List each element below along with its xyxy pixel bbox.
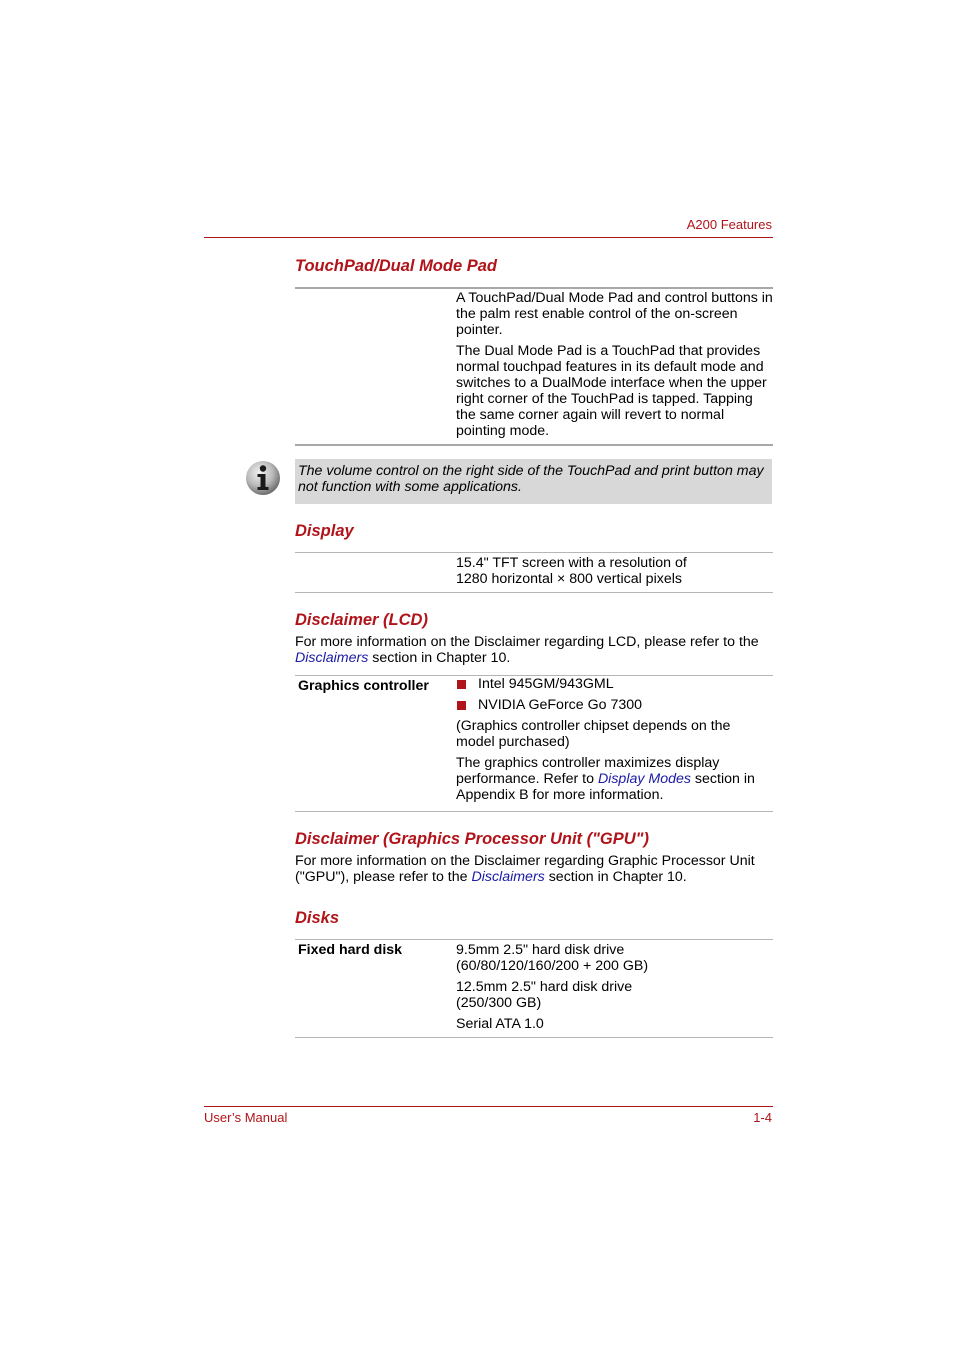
touchpad-description-2: The Dual Mode Pad is a TouchPad that provides normal touchpad features in its default mode and switches to a DualMode interface when the upper right corner of the TouchPad is tapped. Tapping the same corner again will revert to normal pointing mode. (456, 343, 767, 439)
footer-left: User’s Manual (204, 1110, 288, 1125)
disclaimers-link[interactable]: Disclaimers (471, 869, 545, 885)
disk-item-1-line-1: 9.5mm 2.5" hard disk drive (456, 942, 625, 958)
disclaimer-gpu-paragraph (295, 853, 771, 885)
table-bottom-rule (295, 444, 773, 446)
table-bottom-rule (295, 1037, 773, 1038)
display-line-1: 15.4" TFT screen with a resolution of (456, 555, 687, 571)
disclaimers-link[interactable]: Disclaimers (295, 650, 369, 666)
graphics-bullet-2: NVIDIA GeForce Go 7300 (478, 697, 643, 713)
note-box (295, 459, 772, 504)
display-modes-link[interactable]: Display Modes (597, 771, 691, 787)
touchpad-description-1: A TouchPad/Dual Mode Pad and control buttons in the palm rest enable control of the on-screen pointer. (456, 290, 773, 338)
disclaimer-lcd-paragraph (295, 634, 775, 666)
bullet-square-icon (457, 701, 466, 710)
section-heading-disclaimer-gpu: Disclaimer (Graphics Processor Unit ("GPU") (295, 830, 650, 848)
section-heading-disclaimer-lcd: Disclaimer (LCD) (295, 611, 428, 629)
graphics-bullet-1: Intel 945GM/943GML (478, 676, 614, 692)
disk-item-3: Serial ATA 1.0 (456, 1016, 544, 1032)
bullet-square-icon (457, 680, 466, 689)
table-top-rule (295, 939, 773, 940)
graphics-chipset-note: (Graphics controller chipset depends on the model purchased) (456, 718, 731, 750)
disclaimer-gpu-text: For more information on the Disclaimer regarding Graphic Processor Unit ("GPU"), please refer to the (295, 853, 755, 885)
table-bottom-rule (295, 811, 773, 812)
header-rule (204, 237, 773, 238)
disk-item-2-line-1: 12.5mm 2.5" hard disk drive (456, 979, 633, 995)
table-top-rule (295, 287, 773, 289)
section-heading-touchpad: TouchPad/Dual Mode Pad (295, 257, 497, 275)
page-number: 1-4 (753, 1110, 772, 1125)
footer-rule (204, 1106, 773, 1107)
disk-item-2-line-2: (250/300 GB) (456, 995, 542, 1011)
graphics-description (456, 755, 771, 803)
display-line-2: 1280 horizontal × 800 vertical pixels (456, 571, 682, 587)
fixed-hard-disk-label: Fixed hard disk (298, 942, 403, 958)
section-heading-display: Display (295, 522, 354, 540)
graphics-description-text: The graphics controller maximizes display performance. Refer to (456, 755, 720, 787)
disclaimer-lcd-text-end: section in Chapter 10. (368, 650, 511, 666)
table-bottom-rule (295, 592, 773, 593)
info-icon (245, 460, 281, 496)
graphics-description-text-end: section in Appendix B for more information. (456, 771, 755, 803)
disk-item-1-line-2: (60/80/120/160/200 + 200 GB) (456, 958, 649, 974)
disclaimer-gpu-text-end: section in Chapter 10. (544, 869, 687, 885)
section-heading-disks: Disks (295, 909, 340, 927)
graphics-controller-label: Graphics controller (298, 678, 429, 694)
note-text: The volume control on the right side of the TouchPad and print button may not function with some applications. (298, 463, 764, 495)
disclaimer-lcd-text: For more information on the Disclaimer regarding LCD, please refer to the (295, 634, 759, 650)
running-header: A200 Features (686, 217, 772, 232)
table-top-rule (295, 552, 773, 553)
